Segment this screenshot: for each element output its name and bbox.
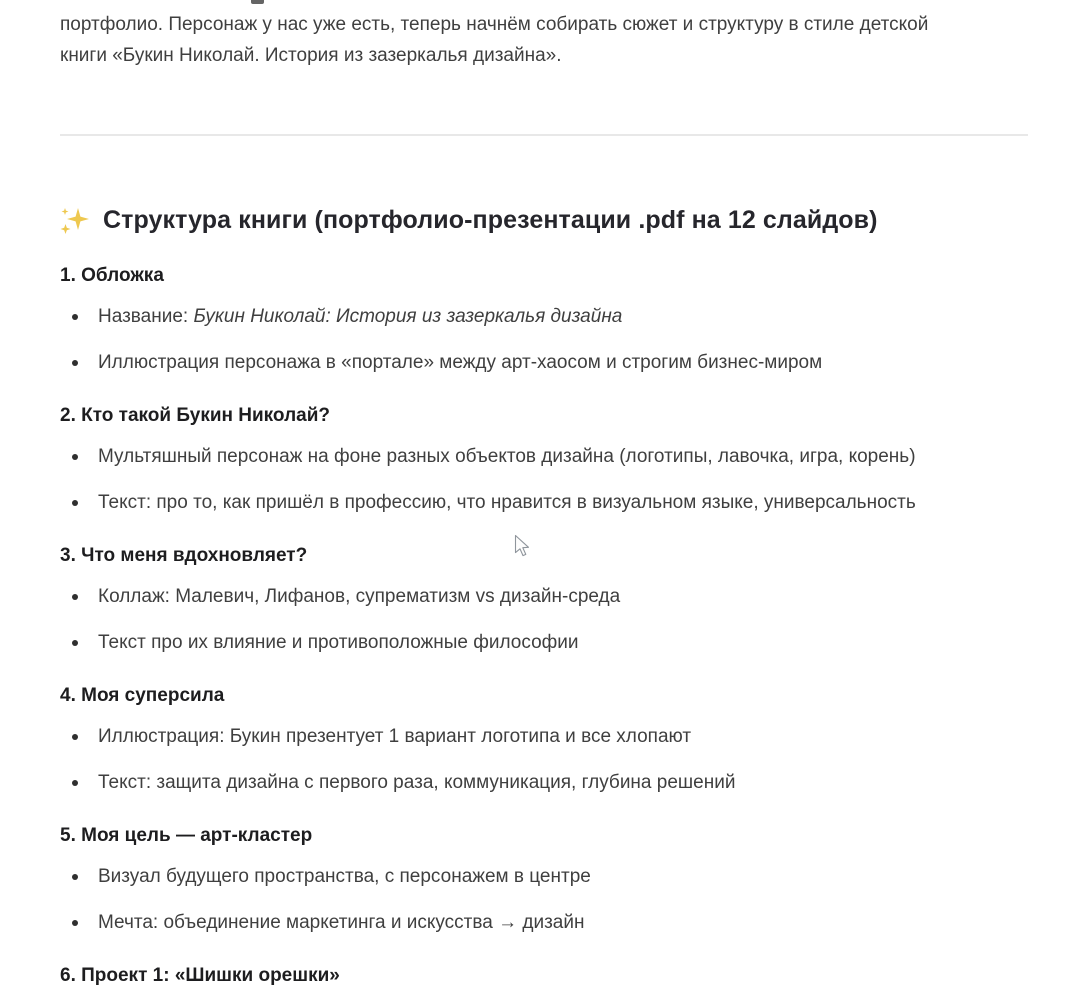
list-item-text: Коллаж: Малевич, Лифанов, супрематизм vs дизайн-среда	[98, 586, 621, 607]
list-item-text: Мультяшный персонаж на фоне разных объектов дизайна (логотипы, лавочка, игра, корень)	[98, 446, 916, 467]
bullet-list	[60, 445, 1028, 515]
section-divider	[60, 134, 1028, 136]
book-section	[60, 824, 1028, 935]
list-item	[60, 771, 1028, 795]
book-structure-heading	[60, 204, 1028, 236]
list-item-text: Название:	[98, 306, 194, 327]
section-title: 5. Моя цель — арт-кластер	[60, 825, 313, 846]
list-item	[60, 911, 1028, 935]
list-item	[60, 585, 1028, 609]
book-section	[60, 544, 1028, 655]
list-item	[60, 491, 1028, 515]
section-title: 3. Что меня вдохновляет?	[60, 545, 308, 566]
section-title: 4. Моя суперсила	[60, 685, 225, 706]
book-section	[60, 964, 1028, 988]
list-item-text: Мечта: объединение маркетинга и искусства → дизайн	[98, 912, 585, 933]
list-item	[60, 445, 1028, 469]
list-item	[60, 351, 1028, 375]
section-title: 2. Кто такой Букин Николай?	[60, 405, 330, 426]
intro-paragraph	[60, 0, 1028, 71]
intro-line-2: книги «Букин Николай. История из зазеркалья дизайна».	[60, 45, 562, 66]
book-section	[60, 264, 1028, 375]
bullet-list	[60, 725, 1028, 795]
list-item-text: Текст про их влияние и противоположные философии	[98, 632, 579, 653]
list-item	[60, 305, 1028, 329]
section-title: 1. Обложка	[60, 265, 164, 286]
list-item-text: Иллюстрация: Букин презентует 1 вариант логотипа и все хлопают	[98, 726, 692, 747]
list-item-text: Визуал будущего пространства, с персонажем в центре	[98, 866, 591, 887]
intro-line-1: портфолио. Персонаж у нас уже есть, теперь начнём собирать сюжет и структуру в стиле детской	[60, 14, 929, 35]
list-item-italic-text: Букин Николай: История из зазеркалья дизайна	[193, 306, 623, 327]
sections	[60, 264, 1028, 988]
list-item-text: Иллюстрация персонажа в «портале» между арт-хаосом и строгим бизнес-миром	[98, 352, 823, 373]
list-item-text: Текст: защита дизайна с первого раза, коммуникация, глубина решений	[98, 772, 736, 793]
section-title: 6. Проект 1: «Шишки орешки»	[60, 965, 340, 986]
heading-label: Структура книги (портфолио-презентации .pdf на 12 слайдов)	[103, 206, 878, 234]
list-item	[60, 631, 1028, 655]
sparkles-icon	[60, 206, 89, 236]
document-content	[60, 0, 1028, 988]
list-item	[60, 725, 1028, 749]
list-item-text: Текст: про то, как пришёл в профессию, что нравится в визуальном языке, универсальность	[98, 492, 916, 513]
list-item	[60, 865, 1028, 889]
bullet-list	[60, 865, 1028, 935]
book-section	[60, 684, 1028, 795]
book-section	[60, 404, 1028, 515]
bullet-list	[60, 305, 1028, 375]
bullet-list	[60, 585, 1028, 655]
